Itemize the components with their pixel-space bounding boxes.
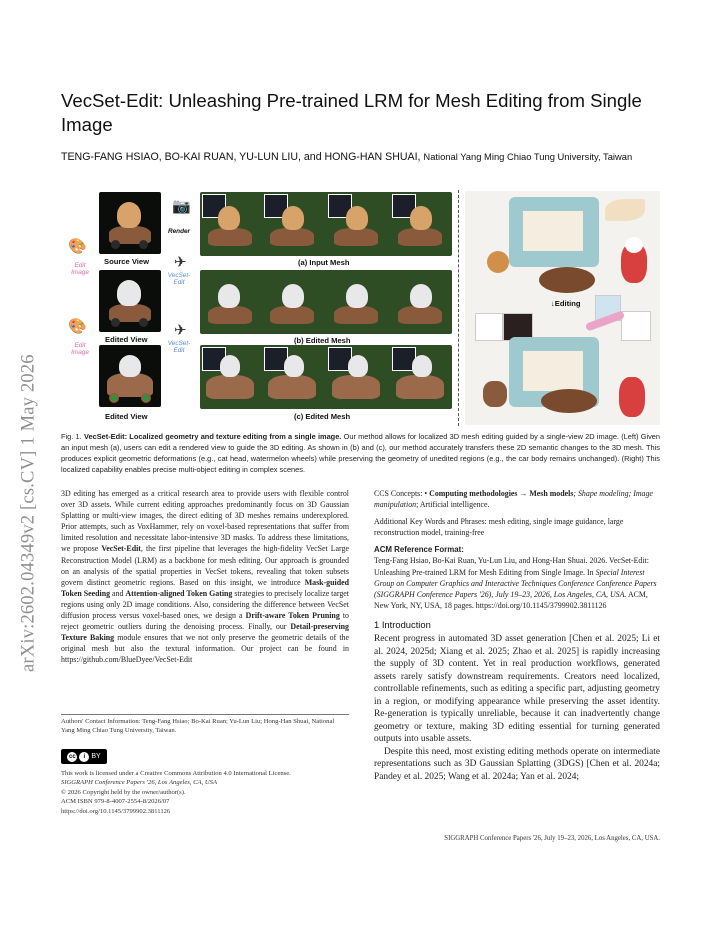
acm-ref-heading: ACM Reference Format: bbox=[374, 545, 464, 555]
author-names: TENG-FANG HSIAO, BO-KAI RUAN, YU-LUN LIU, and HONG-HAN SHUAI, bbox=[61, 151, 421, 163]
edited-mesh-b-label: (b) Edited Mesh bbox=[294, 336, 351, 345]
input-mesh-views bbox=[200, 192, 452, 256]
teaser-figure bbox=[60, 190, 660, 426]
intro-paragraph: Despite this need, most existing editing methods operate on intermediate representations such as 3D Gaussian Splatting (3DGS) [Chen et al. 2024a; Pandey et al. 2025; Wang et al. 2024a; Yan et al. 2024; bbox=[374, 746, 660, 782]
palette-icon: 🎨 bbox=[68, 319, 87, 335]
acm-ref-part: Teng-Fang Hsiao, Bo-Kai Ruan, Yu-Lun Liu, and Hong-Han Shuai. 2026. VecSet-Edit: Unleashing Pre-trained LRM for Mesh Editing from Single Image. In bbox=[374, 556, 649, 577]
cc-icon: cc bbox=[68, 753, 76, 760]
figure-divider bbox=[458, 190, 459, 426]
figure-caption bbox=[61, 432, 660, 476]
edited-view-1-label: Edited View bbox=[105, 335, 148, 344]
editing-label-text: Editing bbox=[554, 299, 581, 308]
introduction-body bbox=[374, 633, 660, 783]
ccs-label: CCS Concepts: • bbox=[374, 489, 428, 498]
abstract-text: and bbox=[110, 588, 126, 598]
abstract-text: , the first pipeline that leverages the high-fidelity VecSet Large Reconstruction Model (LRM) as a backbone for mesh editing. Our approach is grounded on an analysis of the spatial properties in VecSet tokens, revealing that token subsets govern distinct geometric regions. Based on this insight, we introduce bbox=[61, 544, 349, 587]
acm-ref-part: ACM, New York, NY, USA, 18 pages. https://doi.org/10.1145/3799902.3811126 bbox=[374, 589, 648, 610]
acm-ref-venue: Special Interest Group on Computer Graphics and Interactive Techniques Conference Conference Papers (SIGGRAPH Conference Papers '26), July 19–23, 2026, Los Angeles, CA, USA. bbox=[374, 567, 657, 599]
acm-ref-text bbox=[374, 555, 660, 610]
render-label: Render bbox=[168, 228, 191, 235]
page-footer: SIGGRAPH Conference Papers '26, July 19–23, 2026, Los Angeles, CA, USA. bbox=[444, 835, 660, 842]
origami-bird-icon: ✈ bbox=[174, 323, 187, 339]
edit-image-label-1: Edit Image bbox=[71, 262, 89, 276]
edited-view-2-image bbox=[99, 345, 161, 407]
input-mesh-label: (a) Input Mesh bbox=[298, 258, 350, 267]
abstract-text: strategies to precisely localize target regions using only 2D image conditions. Also, considering the difference between VecSet diffusion process versus voxel-based ones, we design a bbox=[61, 588, 350, 621]
vecset-edit-label-1: VecSet-Edit bbox=[167, 272, 191, 286]
conference-line-text: SIGGRAPH Conference Papers '26, Los Angeles, CA, USA bbox=[61, 779, 217, 787]
contact-footnote: Authors' Contact Information: Teng-Fang Hsiao; Bo-Kai Ruan; Yu-Lun Liu; Hong-Han Shuai, National Yang Ming Chiao Tung University, Taiwan. bbox=[61, 714, 349, 736]
arxiv-stamp: arXiv:2602.04349v2 [cs.CV] 1 May 2026 bbox=[18, 354, 39, 672]
caption-prefix: Fig. 1. bbox=[61, 432, 82, 441]
cc-license-badge[interactable] bbox=[61, 749, 107, 764]
license-block bbox=[61, 769, 351, 816]
abstract-bold: Drift-aware Token Pruning bbox=[245, 611, 340, 621]
source-view-label: Source View bbox=[104, 257, 150, 266]
ccs-concepts bbox=[374, 488, 660, 510]
down-arrow-icon: ↓ bbox=[551, 299, 555, 308]
copyright-line: © 2026 Copyright held by the owner/author(s). bbox=[61, 788, 186, 796]
ccs-tail: ; Artificial intelligence. bbox=[416, 500, 490, 510]
camera-icon: 📷 bbox=[172, 199, 191, 215]
abstract-text: module ensures that we not only preserve the geometric details of the original mesh but also the textural information. Our project can be found in https://github.com/BlueDyee/VecSet-Edit bbox=[61, 633, 349, 665]
paper-title: VecSet-Edit: Unleashing Pre-trained LRM for Mesh Editing from Single Image bbox=[61, 90, 642, 135]
conference-line bbox=[61, 778, 351, 787]
origami-bird-icon: ✈ bbox=[174, 255, 187, 271]
multi-object-scene bbox=[465, 191, 660, 425]
abstract-bold: VecSet-Edit bbox=[101, 544, 141, 554]
edited-view-1-image bbox=[99, 270, 161, 332]
doi-link[interactable]: https://doi.org/10.1145/3799902.3811126 bbox=[61, 807, 171, 815]
edited-mesh-c-label: (c) Edited Mesh bbox=[294, 412, 351, 421]
metadata-column bbox=[374, 488, 660, 617]
edit-image-label-2: Edit Image bbox=[71, 342, 89, 356]
ccs-italic: ; Shape modeling; Image manipulation bbox=[374, 489, 653, 510]
edited-view-2-label: Edited View bbox=[105, 412, 148, 421]
affiliation: National Yang Ming Chiao Tung University, Taiwan bbox=[423, 151, 633, 162]
edited-mesh-b-views bbox=[200, 270, 452, 334]
isbn-line: ACM ISBN 979-8-4007-2554-8/2026/07 bbox=[61, 798, 170, 806]
edited-mesh-c-views bbox=[200, 345, 452, 409]
abstract-bold: Mask-guided Token Seeding bbox=[61, 577, 349, 598]
abstract bbox=[61, 488, 349, 666]
section-heading-introduction: 1 Introduction bbox=[374, 619, 431, 630]
ccs-bold: Computing methodologies → Mesh models bbox=[427, 489, 574, 498]
cc-by-label: BY bbox=[91, 753, 101, 760]
editing-label bbox=[551, 299, 581, 308]
author-block bbox=[61, 149, 671, 165]
license-line: This work is licensed under a Creative Commons Attribution 4.0 International License. bbox=[61, 770, 291, 777]
by-person-icon: i bbox=[79, 752, 89, 762]
abstract-bold: Attention-aligned Token Gating bbox=[125, 588, 233, 598]
abstract-text: 3D editing has emerged as a critical research area to provide users with flexible control over 3D assets. While current editing approaches predominantly focus on 3D Gaussian Splatting or multi-view images, the direct editing of 3D meshes remains underexplored. Prior attempts, such as VoxHammer, rely on voxel-based representations that suffer from limited resolution and necessitate labor-intensive 3D masks. To address these limitations, we propose bbox=[61, 489, 349, 554]
caption-title: VecSet-Edit: Localized geometry and texture editing from a single image. bbox=[83, 432, 342, 441]
vecset-edit-label-2: VecSet-Edit bbox=[167, 340, 191, 354]
abstract-text: to reject geometric outliers during the denoising process. Finally, our bbox=[61, 611, 349, 632]
palette-icon: 🎨 bbox=[68, 239, 87, 255]
keywords: Additional Key Words and Phrases: mesh editing, single image guidance, large reconstruction model, training-free bbox=[374, 517, 624, 538]
abstract-bold: Detail-preserving Texture Baking bbox=[61, 622, 349, 643]
source-view-image bbox=[99, 192, 161, 254]
intro-paragraph: Recent progress in automated 3D asset generation [Chen et al. 2025; Li et al. 2024, 2025d; Xiang et al. 2025; Zhao et al. 2025] is rapidly increasing the supply of 3D content. Yet in real production workflows, generated assets rarely satisfy downstream requirements. Creators need localized, controllable refinements, such as editing a specific part, adjusting geometry in a region, or modifying appearance while preserving the asset identity. Re-generation is typically unreliable, because it can inadvertently change geometry or texture, making 3D editing essential for turning generated outputs into usable assets. bbox=[374, 634, 660, 744]
caption-text: Our method allows for localized 3D mesh editing guided by a single-view 2D image. (Left) Given an input mesh (a), users can edit a rendered view to guide the 3D editing. As shown in (b) and (c), our method accurately transfers these 2D semantic changes to the 3D mesh. This produces explicit geometric deformations (e.g., cat head, watermelon wheels) while preserving the geometry of unedited regions (e.g., the car body remains unchanged). (Right) This localized capability enables precise multi-object editing in complex scenes. bbox=[61, 432, 660, 474]
